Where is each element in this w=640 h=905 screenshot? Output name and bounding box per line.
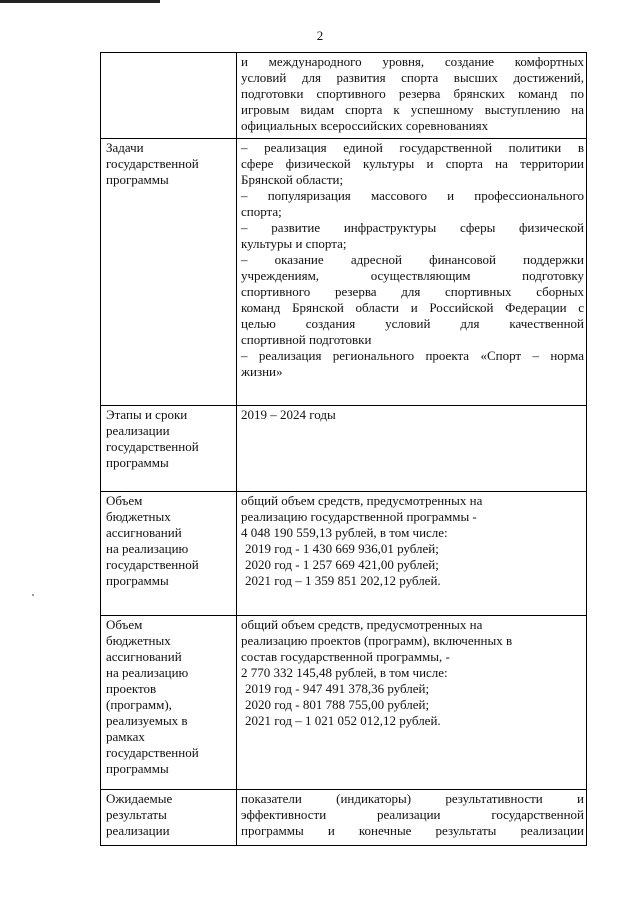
- content-line: реализацию проектов (программ), включенных в: [241, 633, 513, 648]
- row-label-line: реализуемых в: [106, 713, 188, 728]
- row-content-cell: [237, 616, 587, 790]
- row-label-cell: [101, 406, 237, 492]
- content-line: учреждениям, осуществляющим подготовку: [241, 268, 584, 283]
- content-line: 2020 год - 1 257 669 421,00 рублей;: [245, 557, 439, 572]
- content-line: и международного уровня, создание комфортных: [241, 54, 584, 69]
- row-content-cell: [237, 139, 587, 406]
- table-row: [101, 616, 587, 790]
- content-line: культуры и спорта;: [241, 236, 347, 251]
- content-line: спортивного резерва для спортивных сборных: [241, 284, 584, 299]
- row-label-cell: [101, 616, 237, 790]
- row-label-line: Задачи: [106, 140, 144, 155]
- content-line: – развитие инфраструктуры сферы физической: [241, 220, 584, 235]
- content-line: общий объем средств, предусмотренных на: [241, 493, 483, 508]
- content-line: эффективности реализации государственной: [241, 807, 584, 822]
- content-line: реализацию государственной программы -: [241, 509, 477, 524]
- content-line: общий объем средств, предусмотренных на: [241, 617, 483, 632]
- row-label-line: программы: [106, 761, 169, 776]
- row-label-line: программы: [106, 455, 169, 470]
- row-label-line: результаты: [106, 807, 167, 822]
- row-label-line: государственной: [106, 557, 199, 572]
- row-label-line: реализации: [106, 423, 170, 438]
- row-label-line: на реализацию: [106, 541, 189, 556]
- content-line: 2 770 332 145,48 рублей, в том числе:: [241, 665, 448, 680]
- content-line: показатели (индикаторы) результативности и: [241, 791, 584, 806]
- row-label-line: реализации: [106, 823, 170, 838]
- content-line: – оказание адресной финансовой поддержки: [241, 252, 584, 267]
- page-number: 2: [316, 28, 324, 43]
- row-label-cell: [101, 139, 237, 406]
- row-label-line: Объем: [106, 493, 143, 508]
- row-label-line: Объем: [106, 617, 143, 632]
- content-line: подготовки спортивного резерва брянских команд по: [241, 86, 584, 101]
- row-label-line: бюджетных: [106, 633, 171, 648]
- content-line: 2019 год - 947 491 378,36 рублей;: [245, 681, 430, 696]
- content-line: команд Брянской области и Российской Федерации с: [241, 300, 584, 315]
- row-label-line: ассигнований: [106, 525, 182, 540]
- content-line: условий для развития спорта высших достижений,: [241, 70, 584, 85]
- row-label-cell: [101, 492, 237, 616]
- row-label-cell: [101, 53, 237, 139]
- content-line: спортивной подготовки: [241, 332, 372, 347]
- row-label-line: на реализацию: [106, 665, 189, 680]
- row-label-line: проектов: [106, 681, 157, 696]
- row-label-line: государственной: [106, 156, 199, 171]
- row-content-cell: [237, 406, 587, 492]
- header-rule: [0, 0, 160, 3]
- row-content-cell: [237, 492, 587, 616]
- content-line: жизни»: [241, 364, 283, 379]
- table-row: [101, 492, 587, 616]
- row-label-cell: [101, 790, 237, 846]
- table-row: [101, 139, 587, 406]
- content-line: – реализация регионального проекта «Спорт – норма: [241, 348, 584, 363]
- row-label-line: рамках: [106, 729, 145, 744]
- row-label-line: государственной: [106, 745, 199, 760]
- table-row: [101, 790, 587, 846]
- row-label-line: бюджетных: [106, 509, 171, 524]
- row-content-cell: [237, 53, 587, 139]
- content-line: 2019 – 2024 годы: [241, 407, 336, 422]
- content-line: 2021 год – 1 359 851 202,12 рублей.: [245, 573, 441, 588]
- scan-speck: [32, 594, 34, 596]
- content-line: 4 048 190 559,13 рублей, в том числе:: [241, 525, 448, 540]
- row-label-line: ассигнований: [106, 649, 182, 664]
- content-line: 2020 год - 801 788 755,00 рублей;: [245, 697, 430, 712]
- content-line: – реализация единой государственной политики в: [241, 140, 584, 155]
- content-line: сфере физической культуры и спорта на территории: [241, 156, 584, 171]
- content-line: официальных всероссийских соревнованиях: [241, 118, 489, 133]
- row-label-line: Этапы и сроки: [106, 407, 188, 422]
- row-label-line: государственной: [106, 439, 199, 454]
- row-label-line: (программ),: [106, 697, 172, 712]
- content-line: 2019 год - 1 430 669 936,01 рублей;: [245, 541, 439, 556]
- content-line: 2021 год – 1 021 052 012,12 рублей.: [245, 713, 441, 728]
- program-passport-table: [100, 52, 587, 846]
- row-label-line: программы: [106, 172, 169, 187]
- row-content-cell: [237, 790, 587, 846]
- content-line: программы и конечные результаты реализации: [241, 823, 584, 838]
- content-line: состав государственной программы, -: [241, 649, 450, 664]
- content-line: целью создания условий для качественной: [241, 316, 584, 331]
- content-line: спорта;: [241, 204, 282, 219]
- table-row: [101, 406, 587, 492]
- table-row: [101, 53, 587, 139]
- content-line: игровым видам спорта к успешному выступлению на: [241, 102, 584, 117]
- content-line: – популяризация массового и профессионального: [241, 188, 584, 203]
- row-label-line: Ожидаемые: [106, 791, 173, 806]
- row-label-line: программы: [106, 573, 169, 588]
- content-line: Брянской области;: [241, 172, 344, 187]
